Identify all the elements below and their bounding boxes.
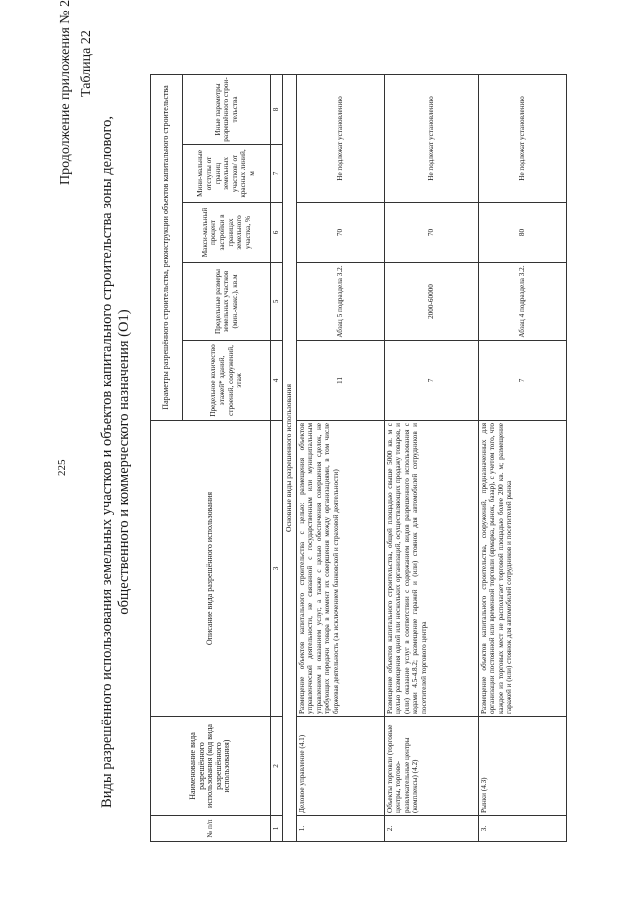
table-number: Таблица 22 [79,30,94,97]
column-number: 2 [271,717,283,816]
table-row [478,74,566,841]
row-name: Объекты торговли (торговые центры, торгово-развлекательные центры (комплексы) (4.2) [384,717,478,816]
row-plot-size: Абзац 5 подраздела 3.2. [296,263,384,341]
continuation-note: Продолжение приложения № 2 [58,0,73,185]
row-name: Деловое управление (4.1) [296,717,384,816]
header-setback: Мини-мальные отступы от границ земельных участков/ от красных линий, м [183,145,271,203]
header-other: Иные параметры разрешённого строи-тельства [183,74,271,144]
row-other: Не подлежат установлению [384,74,478,202]
row-description: Размещение объектов капитального строительства, общей площадью свыше 5000 кв. м с целью размещения одной или нескольких организаций, осуществляющих продажу товаров, и (или) оказание услуг в соответствии с содержанием видов разрешенного использования с кодами 4.5-4.8.2; размещение гаражей и (или) стоянок для автомобилей сотрудников и посетителей торгового центра [384,421,478,717]
row-num: 3. [478,816,566,842]
row-coverage: 80 [478,203,566,263]
page-title: Виды разрешённого использования земельных участков и объектов капитального строительства зоны делового, общественного и коммерческого назначения (О1) [99,116,132,808]
header-description: Описание вида разрешённого использования [151,421,271,717]
column-number: 6 [271,203,283,263]
column-number: 4 [271,341,283,421]
header-num: № п/п [151,816,271,842]
table-row [384,74,478,841]
row-other: Не подлежат установлению [296,74,384,202]
row-num: 2. [384,816,478,842]
row-description: Размещение объектов капитального строительства, сооружений, предназначенных для организации постоянной или временной торговли (ярмарка, рынок, базар), с учетом того, что каждое из торговых мест не располагает торговой площадью более 200 кв. м; размещение гаражей и (или) стоянок для автомобилей сотрудников и посетителей рынка [478,421,566,717]
row-num: 1. [296,816,384,842]
header-plot-size: Предельные размеры земельных участков (мин.-макс.), кв.м [183,263,271,341]
header-coverage: Макси-мальный процент застройки в границах земельного участка, % [183,203,271,263]
row-name: Рынки (4.3) [478,717,566,816]
row-other: Не подлежат установлению [478,74,566,202]
row-description: Размещение объектов капитального строительства с целью: размещения объектов управленческой деятельности, не связанной с государственным или муниципальным управлением и оказанием услуг, а также с целью обеспечения совершения сделок, не требующих передачи товара в момент их совершения между организациями, в том числе биржевая деятельность (за исключением банковской и страховой деятельности) [296,421,384,717]
column-number: 5 [271,263,283,341]
row-plot-size: 2000-60000 [384,263,478,341]
column-number: 3 [271,421,283,717]
column-number: 8 [271,74,283,144]
row-coverage: 70 [384,203,478,263]
zoning-table [150,74,567,842]
column-number: 7 [271,145,283,203]
row-coverage: 70 [296,203,384,263]
column-number: 1 [271,816,283,842]
row-floors: 11 [296,341,384,421]
table-row [296,74,384,841]
header-floors: Предельное количество этажей* зданий, строений, сооружений, этаж [183,341,271,421]
page-number: 225 [56,459,68,476]
row-floors: 7 [478,341,566,421]
section-title: Основные виды разрешенного использования [282,74,296,841]
header-params-group: Параметры разрешённого строительства, реконструкции объектов капитального строительства [151,74,183,420]
row-plot-size: Абзац 4 подраздела 3.2. [478,263,566,341]
row-floors: 7 [384,341,478,421]
header-name: Наименование вида разрешённого использования (код вида разрешённого использования) [151,717,271,816]
